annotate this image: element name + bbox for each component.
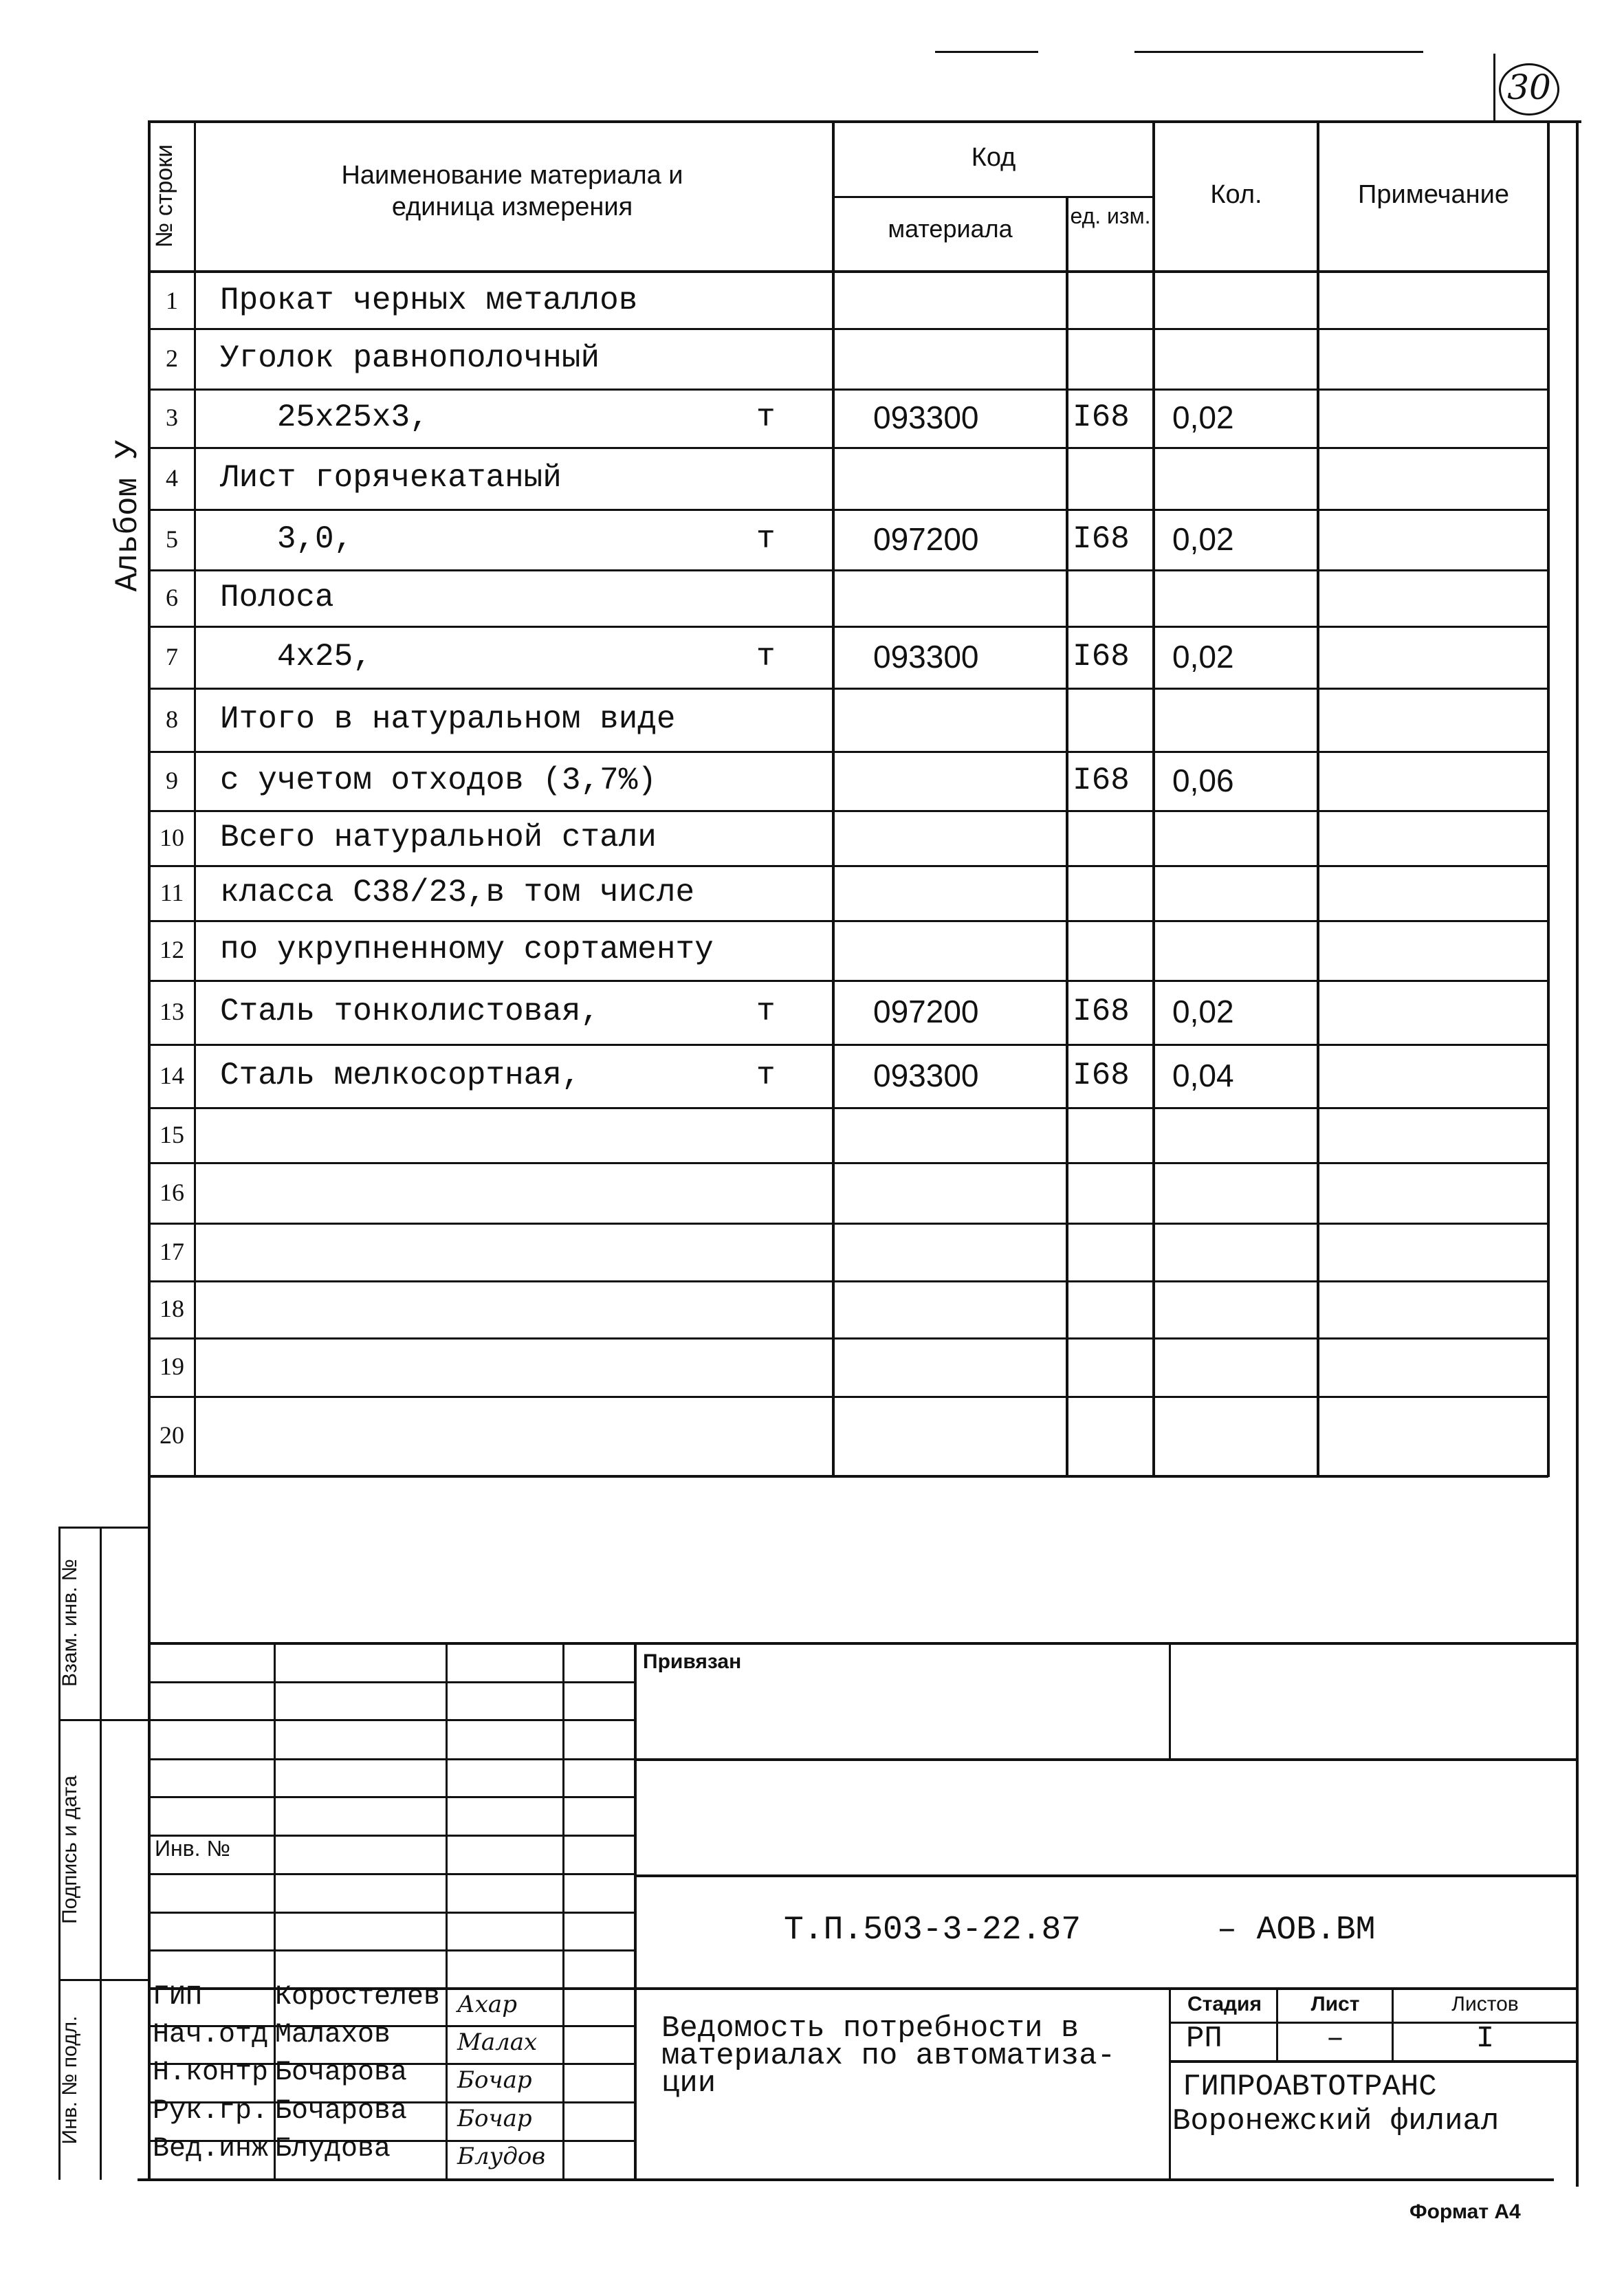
inv-no-label: Инв. № bbox=[155, 1836, 230, 1861]
material-name: Прокат черных металлов bbox=[220, 283, 638, 318]
stage-col-1 bbox=[1276, 1989, 1278, 2062]
material-code: 093300 bbox=[873, 400, 979, 435]
row-number: 3 bbox=[166, 404, 178, 431]
quantity: 0,06 bbox=[1172, 763, 1234, 798]
quantity: 0,02 bbox=[1172, 994, 1234, 1029]
top-rule-1 bbox=[935, 51, 1038, 53]
album-label: Альбом У bbox=[110, 439, 146, 592]
col-line-6 bbox=[1547, 122, 1550, 1477]
material-name: Сталь мелкосортная, bbox=[220, 1058, 581, 1093]
stamp-h-4 bbox=[149, 1796, 635, 1798]
material-name: по укрупненному сортаменту bbox=[220, 932, 714, 967]
staff-role-3: Н.контр bbox=[153, 2057, 269, 2088]
material-name: Всего натуральной стали bbox=[220, 820, 657, 855]
staff-name-2: Малахов bbox=[275, 2020, 391, 2051]
stamp-top bbox=[149, 1642, 1577, 1645]
row-number: 13 bbox=[160, 998, 184, 1025]
margin-top bbox=[58, 1527, 149, 1529]
header-name: Наименование материала и единица измерения bbox=[341, 161, 683, 221]
row-separator bbox=[149, 1396, 1548, 1398]
row-number: 14 bbox=[160, 1062, 184, 1089]
row-number: 6 bbox=[166, 584, 178, 611]
row-separator bbox=[149, 509, 1548, 511]
row-separator bbox=[149, 1223, 1548, 1225]
sheet-label: Лист bbox=[1310, 1993, 1360, 2015]
stamp-vline-f bbox=[1169, 1989, 1171, 2180]
material-name: класса С38/23,в том числе bbox=[220, 875, 695, 910]
material-code: 097200 bbox=[873, 994, 979, 1029]
row-number: 1 bbox=[166, 287, 178, 314]
staff-sign-5: Блудов bbox=[457, 2143, 546, 2170]
material-name: Лист горячекатаный bbox=[220, 460, 562, 496]
frame-left bbox=[148, 120, 151, 2180]
staff-name-3: Бочарова bbox=[275, 2057, 408, 2088]
col-line-1 bbox=[194, 122, 196, 1477]
material-name: Уголок равнополочный bbox=[220, 340, 600, 376]
row-separator bbox=[149, 1107, 1548, 1109]
unit-code: I68 bbox=[1073, 994, 1130, 1029]
doc-title-2: материалах по автоматиза- bbox=[661, 2039, 1116, 2073]
row-number: 8 bbox=[166, 706, 178, 733]
row-separator bbox=[149, 1162, 1548, 1164]
staff-role-4: Рук.гр. bbox=[153, 2096, 269, 2127]
quantity: 0,02 bbox=[1172, 400, 1234, 435]
stage-value: РП bbox=[1186, 2022, 1222, 2056]
staff-sign-2: Малах bbox=[457, 2029, 538, 2056]
quantity: 0,04 bbox=[1172, 1058, 1234, 1093]
org-line-2: Воронежский филиал bbox=[1172, 2104, 1500, 2139]
header-mid-line bbox=[833, 196, 1154, 198]
material-name: 25х25х3, bbox=[220, 400, 429, 435]
table-bottom-line bbox=[149, 1475, 1548, 1478]
staff-sign-1: Ахар bbox=[457, 1991, 517, 2018]
doc-code: Т.П.503-3-22.87 bbox=[784, 1912, 1082, 1949]
row-number: 10 bbox=[160, 824, 184, 851]
unit-of-measure: т bbox=[756, 400, 776, 435]
row-number: 2 bbox=[166, 345, 178, 372]
stamp-vline-e bbox=[1169, 1643, 1171, 1760]
unit-of-measure: т bbox=[756, 521, 776, 557]
margin-podpis-data: Подпись и дата bbox=[58, 1775, 81, 1924]
unit-code: I68 bbox=[1073, 400, 1130, 435]
sheet-number: 30 bbox=[1507, 67, 1551, 107]
header-code: Код bbox=[971, 143, 1016, 172]
unit-code: I68 bbox=[1073, 1058, 1130, 1093]
org-line-1: ГИПРОАВТОТРАНС bbox=[1183, 2070, 1437, 2104]
row-number: 20 bbox=[160, 1421, 184, 1449]
row-separator bbox=[149, 1337, 1548, 1340]
stamp-h-7 bbox=[149, 1912, 635, 1914]
doc-title-3: ции bbox=[661, 2066, 716, 2101]
staff-role-5: Вед.инж bbox=[153, 2134, 269, 2165]
margin-vzam-inv: Взам. инв. № bbox=[58, 1559, 81, 1687]
stamp-h-3 bbox=[149, 1758, 635, 1760]
row-number: 17 bbox=[160, 1238, 184, 1265]
header-code-unit: ед. изм. bbox=[1070, 204, 1151, 228]
stamp-h-2 bbox=[149, 1719, 635, 1721]
stage-label: Стадия bbox=[1187, 1993, 1262, 2015]
stamp-h-5b bbox=[635, 1874, 1577, 1877]
material-name: Полоса bbox=[220, 580, 334, 615]
top-rule-2 bbox=[1134, 51, 1423, 53]
stamp-h-6 bbox=[149, 1873, 635, 1875]
staff-role-2: Нач.отд bbox=[153, 2020, 269, 2051]
stamp-h-1 bbox=[149, 1681, 635, 1683]
unit-code: I68 bbox=[1073, 521, 1130, 557]
col-line-2 bbox=[832, 122, 835, 1477]
unit-code: I68 bbox=[1073, 639, 1130, 675]
row-number: 16 bbox=[160, 1179, 184, 1206]
sheets-value: I bbox=[1475, 2022, 1495, 2056]
sheets-label: Листов bbox=[1451, 1993, 1519, 2015]
quantity: 0,02 bbox=[1172, 521, 1234, 557]
margin-inv-podl: Инв. № подл. bbox=[58, 2015, 81, 2145]
staff-sign-3: Бочар bbox=[457, 2066, 532, 2094]
row-number: 7 bbox=[166, 643, 178, 670]
col-line-4 bbox=[1152, 122, 1155, 1477]
doc-suffix: – АОВ.ВМ bbox=[1217, 1912, 1376, 1949]
row-number: 12 bbox=[160, 936, 184, 963]
row-number: 9 bbox=[166, 767, 178, 794]
material-name: 3,0, bbox=[220, 521, 353, 557]
unit-of-measure: т bbox=[756, 994, 776, 1029]
material-name: 4х25, bbox=[220, 639, 372, 675]
row-separator bbox=[149, 569, 1548, 571]
header-qty: Кол. bbox=[1210, 180, 1262, 209]
header-note: Примечание bbox=[1358, 180, 1509, 209]
header-row-no: № строки bbox=[151, 144, 177, 248]
unit-of-measure: т bbox=[756, 1058, 776, 1093]
margin-sep-1 bbox=[58, 1719, 149, 1721]
material-name: с учетом отходов (3,7%) bbox=[220, 763, 657, 798]
row-number: 5 bbox=[166, 525, 178, 553]
row-number: 4 bbox=[166, 464, 178, 492]
staff-role-1: ГИП bbox=[153, 1982, 203, 2013]
row-number: 11 bbox=[160, 879, 184, 906]
stamp-h-8 bbox=[149, 1949, 635, 1952]
doc-title-1: Ведомость потребности в bbox=[661, 2011, 1079, 2046]
col-line-5 bbox=[1317, 122, 1319, 1477]
frame-top bbox=[148, 120, 1581, 123]
stamp-h-3b bbox=[635, 1758, 1577, 1761]
material-code: 097200 bbox=[873, 521, 979, 557]
privyazan-label: Привязан bbox=[643, 1650, 742, 1673]
quantity: 0,02 bbox=[1172, 639, 1234, 675]
frame-bottom bbox=[138, 2178, 1554, 2181]
staff-name-1: Коростелев bbox=[275, 1982, 441, 2013]
unit-of-measure: т bbox=[756, 639, 776, 675]
format-label: Формат А4 bbox=[1409, 2200, 1521, 2223]
material-name: Сталь тонколистовая, bbox=[220, 994, 600, 1029]
margin-inner bbox=[100, 1527, 102, 2180]
staff-sign-4: Бочар bbox=[457, 2105, 532, 2132]
material-code: 093300 bbox=[873, 639, 979, 675]
material-name: Итого в натуральном виде bbox=[220, 701, 676, 737]
unit-code: I68 bbox=[1073, 763, 1130, 798]
row-number: 15 bbox=[160, 1121, 184, 1148]
stage-col-2 bbox=[1392, 1989, 1394, 2062]
staff-name-5: Блудова bbox=[275, 2134, 391, 2165]
sheet-number-divider bbox=[1493, 54, 1495, 121]
row-separator bbox=[149, 1280, 1548, 1282]
staff-name-4: Бочарова bbox=[275, 2096, 408, 2127]
material-code: 093300 bbox=[873, 1058, 979, 1093]
row-number: 18 bbox=[160, 1295, 184, 1322]
row-number: 19 bbox=[160, 1353, 184, 1380]
stage-row-h2 bbox=[1169, 2060, 1577, 2063]
sheet-value: – bbox=[1326, 2022, 1345, 2056]
header-code-material: материала bbox=[888, 215, 1013, 243]
